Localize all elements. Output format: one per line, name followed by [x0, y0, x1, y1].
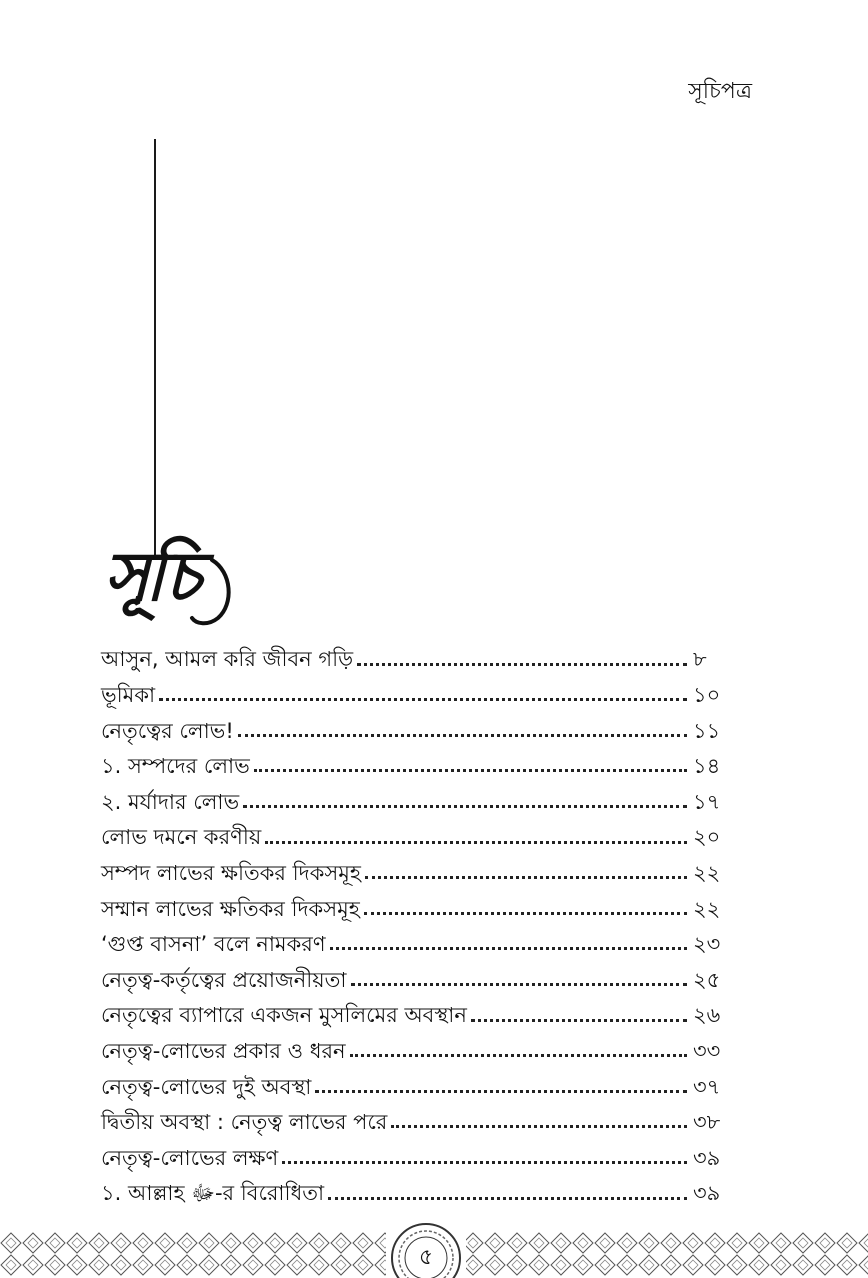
toc-entry-title: নেতৃত্ব-কর্তৃত্বের প্রয়োজনীয়তা — [101, 967, 347, 992]
dot-leader — [315, 1090, 687, 1093]
toc-entry[interactable] — [101, 885, 721, 921]
toc-entry-title: ১. আল্লাহ ﷻ-র বিরোধিতা — [101, 1181, 325, 1206]
toc-entry[interactable] — [101, 921, 721, 957]
toc-entry-title: সম্পদ লাভের ক্ষতিকর দিকসমূহ — [101, 861, 361, 886]
toc-entry-page: ২২ — [693, 861, 721, 886]
dot-leader — [350, 1054, 687, 1057]
toc-entry-page: ২৫ — [693, 967, 721, 992]
dot-leader — [357, 663, 687, 666]
toc-entry-page: ৩৯ — [693, 1145, 721, 1170]
toc-entry-page: ৩৯ — [693, 1181, 721, 1206]
toc-entry-title: নেতৃত্বের লোভ! — [101, 718, 234, 743]
toc-entry[interactable] — [101, 1170, 721, 1206]
toc-entry-title: ভূমিকা — [101, 683, 156, 708]
toc-entry-page: ২৬ — [693, 1003, 721, 1028]
toc-entry-page: ১১ — [693, 718, 721, 743]
dot-leader — [364, 912, 687, 915]
toc-entry[interactable] — [101, 743, 721, 779]
decorative-vertical-line — [154, 139, 156, 559]
toc-entry-page: ২২ — [693, 896, 721, 921]
dot-leader — [254, 769, 687, 772]
toc-entry[interactable] — [101, 1134, 721, 1170]
dot-leader — [282, 1161, 687, 1164]
toc-entry-title: নেতৃত্ব-লোভের দুই অবস্থা — [101, 1074, 312, 1099]
toc-entry-page: ৩৮ — [693, 1110, 721, 1135]
toc-entry-title: সম্মান লাভের ক্ষতিকর দিকসমূহ — [101, 896, 360, 921]
dot-leader — [159, 698, 687, 701]
toc-entry-title: ‘গুপ্ত বাসনা’ বলে নামকরণ — [101, 932, 326, 957]
toc-entry[interactable] — [101, 1099, 721, 1135]
toc-entry[interactable] — [101, 956, 721, 992]
dot-leader — [391, 1125, 687, 1128]
toc-entry-title: নেতৃত্ব-লোভের প্রকার ও ধরন — [101, 1038, 346, 1063]
page-number: ৫ — [418, 1245, 434, 1270]
toc-entry[interactable] — [101, 1028, 721, 1064]
toc-entry-title: ১. সম্পদের লোভ — [101, 754, 250, 779]
dot-leader — [365, 876, 687, 879]
toc-entry[interactable] — [101, 672, 721, 708]
toc-entry-title: নেতৃত্ব-লোভের লক্ষণ — [101, 1145, 279, 1170]
toc-entry[interactable] — [101, 707, 721, 743]
toc-entry[interactable] — [101, 850, 721, 886]
toc-title: সূচি — [104, 537, 198, 617]
toc-entry-page: ৩৩ — [693, 1038, 721, 1063]
dot-leader — [328, 1197, 687, 1200]
toc-entry[interactable] — [101, 992, 721, 1028]
toc-entry-title: লোভ দমনে করণীয় — [101, 825, 262, 850]
dot-leader — [265, 841, 687, 844]
toc-entry-page: ১০ — [693, 683, 721, 708]
dot-leader — [238, 734, 687, 737]
toc-entry-title: আসুন, আমল করি জীবন গড়ি — [101, 647, 354, 672]
toc-entry-title: ২. মর্যাদার লোভ — [101, 789, 240, 814]
toc-entry[interactable] — [101, 636, 721, 672]
dot-leader — [351, 983, 688, 986]
toc-entry-page: ৩৭ — [693, 1074, 721, 1099]
dot-leader — [330, 947, 687, 950]
dot-leader — [243, 805, 687, 808]
toc-entry-page: ১৪ — [693, 754, 721, 779]
running-head: সূচিপত্র — [688, 79, 752, 104]
table-of-contents — [101, 636, 721, 1206]
toc-title-block — [100, 520, 240, 630]
toc-entry-title: দ্বিতীয় অবস্থা : নেতৃত্ব লাভের পরে — [101, 1110, 388, 1135]
toc-entry[interactable] — [101, 814, 721, 850]
toc-entry-title: নেতৃত্বের ব্যাপারে একজন মুসলিমের অবস্থান — [101, 1003, 467, 1028]
toc-entry-page: ৮ — [693, 647, 707, 672]
toc-entry[interactable] — [101, 778, 721, 814]
toc-entry-page: ২৩ — [693, 932, 721, 957]
toc-entry-page: ১৭ — [693, 789, 721, 814]
toc-entry-page: ২০ — [693, 825, 721, 850]
toc-entry[interactable] — [101, 1063, 721, 1099]
dot-leader — [471, 1019, 687, 1022]
